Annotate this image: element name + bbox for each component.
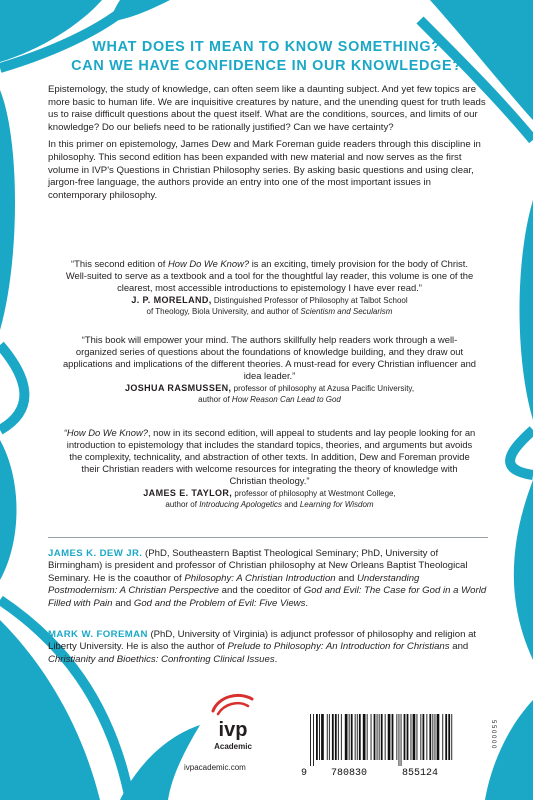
- price-code: [483, 718, 495, 758]
- barcode-bar: [448, 714, 450, 760]
- barcode-bar: [351, 714, 353, 760]
- barcode-bar: [417, 714, 418, 760]
- barcode-bar: [413, 714, 416, 760]
- barcode-bar: [335, 714, 337, 760]
- barcode-bar: [426, 714, 427, 760]
- barcode-bar: [367, 714, 368, 760]
- barcode-bar: [388, 714, 391, 760]
- endorsement-taylor: [62, 427, 477, 510]
- endorsement-attribution: JAMES E. TAYLOR, professor of philosophy at Westmont College, author of Introducing Apologetics and Learning for Wisdom: [143, 488, 396, 509]
- endorsement-quote: “This book will empower your mind. The authors skillfully help readers work through a well-organized series of questions about the foundations of knowledge building, and they draw out applications and implications of the different theories. A must-read for every Christian influencer and idea leader.”: [62, 334, 477, 381]
- endorsement-rasmussen: [62, 334, 477, 405]
- barcode-bar: [371, 714, 372, 760]
- barcode-bar: [396, 714, 397, 760]
- barcode-bar: [442, 714, 443, 760]
- barcode-bar: [332, 714, 334, 760]
- barcode-bar: [404, 714, 406, 760]
- description-paragraph-1: Epistemology, the study of knowledge, can often seem like a daunting subject. And yet few topics are more basic to human life. We are inquisitive creatures by nature, and the unending quest for truth leads us to raise difficult questions about the quest itself. What are the conditions, sources, and limits of our knowledge? Do our beliefs need to be rationally justified? Can we have certainty?: [48, 84, 486, 133]
- endorsement-quote: “How Do We Know?, now in its second edition, will appeal to students and lay people looking for an introduction to epistemology that includes the standard topics, theories, and arguments but avoids the complexity, technicality, and abstraction of other texts. In addition, Dew and Foreman provide their Christian readers with welcome resources for integrating the theory of knowledge with Christian theology.”: [63, 427, 476, 486]
- endorser-name: JOSHUA RASMUSSEN,: [124, 383, 232, 393]
- barcode-bar: [341, 714, 342, 760]
- description: [48, 84, 488, 207]
- author-name: MARK W. FOREMAN: [48, 629, 148, 640]
- endorsement-attribution: JOSHUA RASMUSSEN, professor of philosophy at Azusa Pacific University, author of How Reason Can Lead to God: [124, 383, 415, 404]
- svg-text:ivp: ivp: [218, 719, 248, 741]
- author-bio-foreman: MARK W. FOREMAN (PhD, University of Virginia) is adjunct professor of philosophy and religion at Liberty University. He is also the author of Prelude to Philosophy: An Introduction for Christians and Christianity and Bioethics: Confronting Clinical Issues.: [48, 629, 477, 665]
- headline-line-1: WHAT DOES IT MEAN TO KNOW SOMETHING?: [92, 39, 441, 55]
- barcode-bar: [451, 714, 452, 760]
- svg-text:5 5 0 0 0 0: 5 5 0 0 0 0: [490, 720, 496, 749]
- barcode-bar: [437, 714, 440, 760]
- headline-line-2: CAN WE HAVE CONFIDENCE IN OUR KNOWLEDGE?: [71, 58, 462, 74]
- barcode-bar: [423, 714, 425, 760]
- barcode-bar: [432, 714, 433, 760]
- barcode-bar: [357, 714, 358, 760]
- svg-text:9: 9: [301, 768, 308, 779]
- description-paragraph-2: In this primer on epistemology, James Dew and Mark Foreman guide readers through this discipline in philosophy. This second edition has been expanded with new material and now serves as the first volume in IVP's Questions in Christian Philosophy series. By asking basic questions and using clear, jargon-free language, the authors provide an entry into one of the most important issues in contemporary philosophy.: [48, 139, 481, 201]
- svg-text:855124: 855124: [401, 768, 439, 779]
- barcode-bar: [310, 714, 311, 766]
- divider: [48, 537, 488, 538]
- author-name: JAMES K. DEW JR.: [48, 548, 143, 559]
- ivp-academic-logo: [204, 689, 262, 755]
- barcode-bar: [313, 714, 314, 766]
- barcode-bar: [349, 714, 350, 760]
- publisher-url: ivpacademic.com: [184, 763, 246, 772]
- barcode-bar: [399, 714, 400, 766]
- barcode-bar: [345, 714, 348, 760]
- barcode-bar: [429, 714, 431, 760]
- author-bio-dew: JAMES K. DEW JR. (PhD, Southeastern Baptist Theological Seminary; PhD, University of Birmingham) is president and professor of Christian philosophy at New Orleans Baptist Theological Seminary. He is the coauthor of Philosophy: A Christian Introduction and Understanding Postmodernism: A Christian Perspective and the coeditor of God and Evil: The Case for God in a World Filled with Pain and God and the Problem of Evil: Five Views.: [48, 548, 487, 609]
- barcode-bar: [392, 714, 394, 760]
- barcode-bar: [338, 714, 339, 760]
- barcode-bar: [319, 714, 320, 760]
- barcode-bar: [385, 714, 386, 760]
- barcode-bar: [377, 714, 378, 760]
- barcode-bar: [374, 714, 376, 760]
- barcode-bar: [407, 714, 409, 760]
- barcode-bar: [401, 714, 402, 766]
- barcode-bar: [435, 714, 436, 760]
- endorsement-quote: “This second edition of How Do We Know? is an exciting, timely provision for the body of Christ. Well-suited to serve as a textbook and a tool for the thoughtful lay reader, this volume is one of the clearest, most accessible introductions to epistemology I have ever read.”: [65, 258, 474, 293]
- endorsement-moreland: [62, 258, 477, 317]
- isbn-barcode: [294, 700, 467, 778]
- barcode-bar: [316, 714, 318, 760]
- endorser-name: J. P. MORELAND,: [131, 295, 212, 305]
- barcode-bar: [379, 714, 380, 760]
- endorser-name: JAMES E. TAYLOR,: [143, 488, 233, 498]
- barcode-bar: [445, 714, 447, 760]
- barcode-bar: [359, 714, 361, 760]
- barcode-bar: [420, 714, 421, 760]
- barcode-bar: [321, 714, 324, 760]
- barcode-bar: [355, 714, 356, 760]
- endorsement-attribution: J. P. MORELAND, Distinguished Professor of Philosophy at Talbot School of Theology, Biola University, and author of Scientism and Secularism: [131, 295, 408, 316]
- svg-text:Academic: Academic: [214, 742, 252, 751]
- barcode-bar: [363, 714, 366, 760]
- barcode-bar: [381, 714, 383, 760]
- barcode-bar: [329, 714, 330, 760]
- barcode-bar: [411, 714, 412, 760]
- barcode-bar: [327, 714, 328, 760]
- headline: [30, 38, 503, 76]
- svg-text:780830: 780830: [330, 768, 368, 779]
